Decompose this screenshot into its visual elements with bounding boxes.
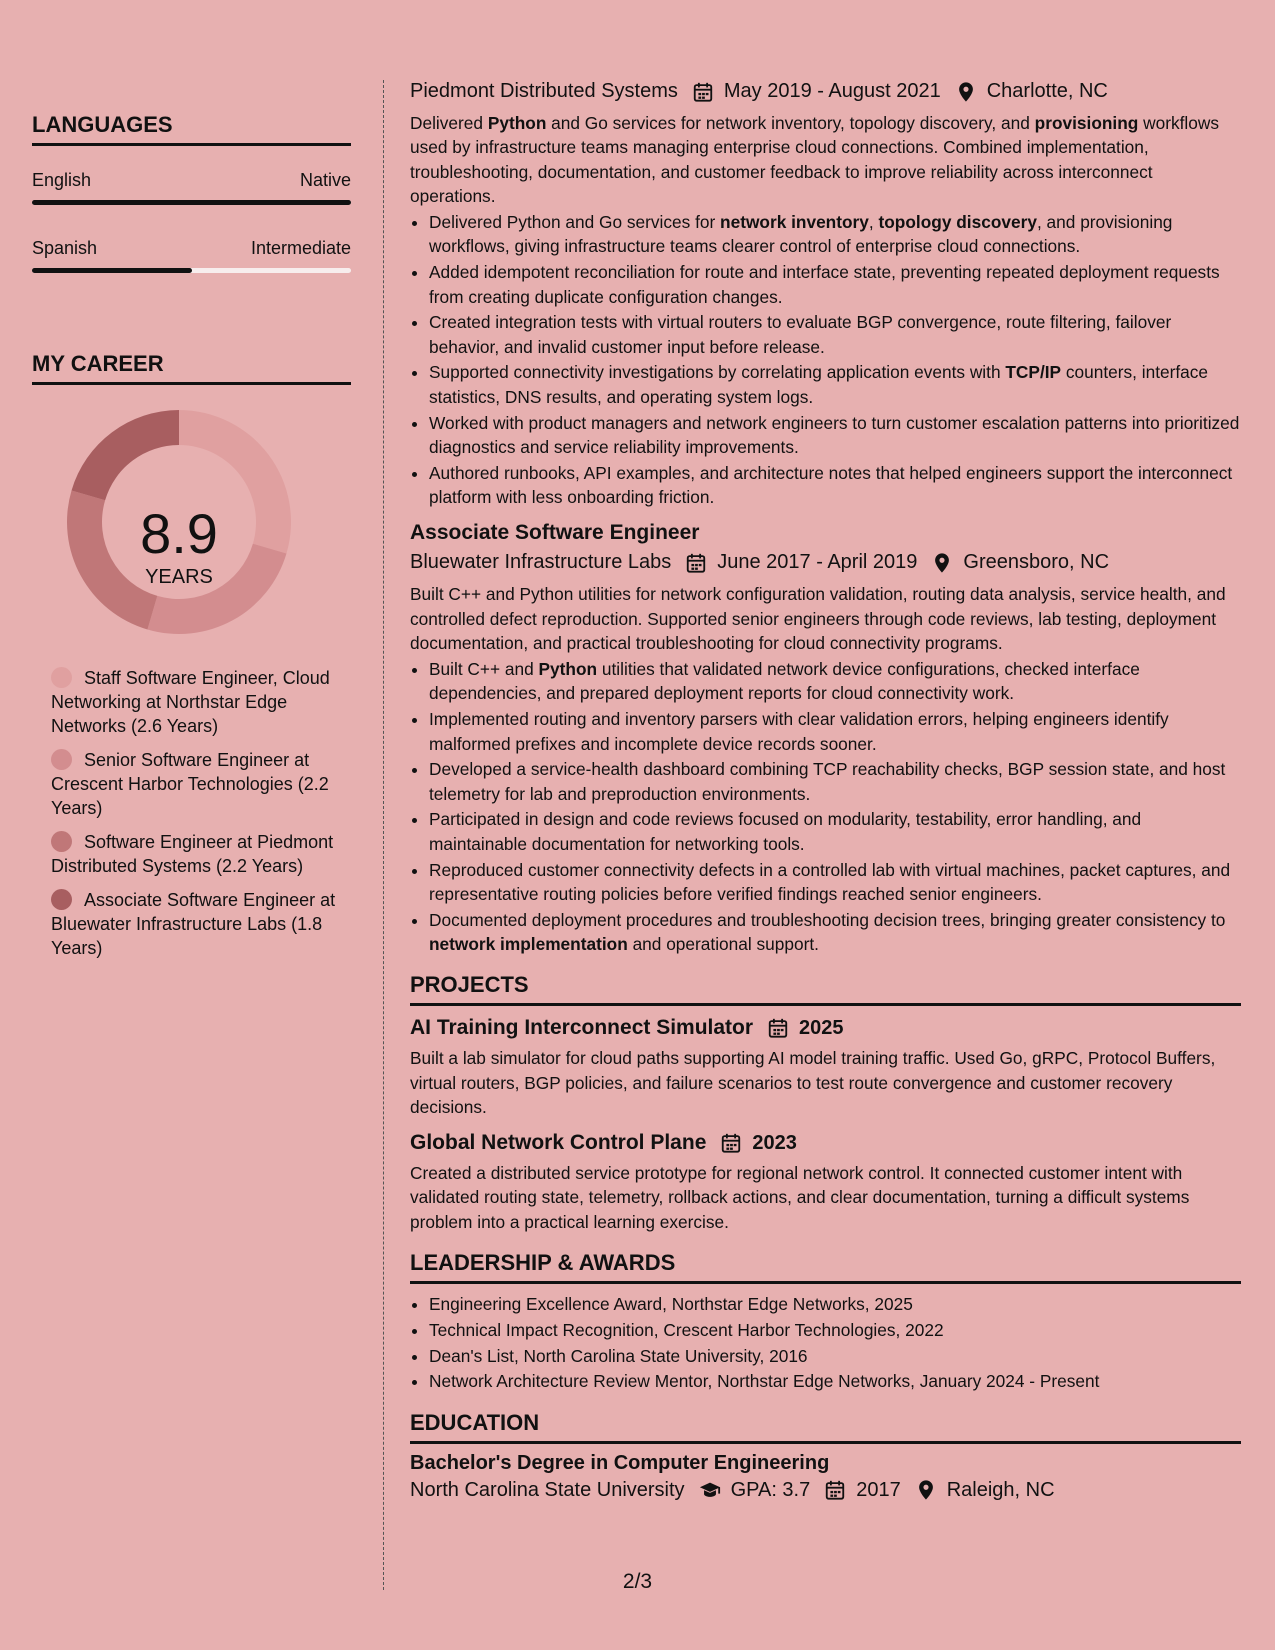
language-proficiency-fill — [32, 268, 192, 273]
map-pin-icon — [955, 81, 977, 103]
job-dates: May 2019 - August 2021 — [723, 80, 941, 102]
map-pin-icon — [915, 1479, 937, 1501]
job-bullet: • Developed a service-health dashboard combining TCP reachability checks, BGP session state, and host telemetry for lab and preproduction environments. — [429, 757, 1241, 806]
awards-list — [410, 1292, 1241, 1394]
career-role: Senior Software Engineer at Crescent Harbor Technologies (2.2 Years) — [51, 750, 329, 818]
job-bullet: • Built C++ and Python utilities that validated network device configurations, checked interface dependencies, and prepared deployment reports for cloud connectivity work. — [429, 657, 1241, 706]
career-legend-item — [51, 830, 351, 878]
calendar-icon — [685, 552, 707, 574]
job-meta — [410, 551, 1241, 574]
page-number: 2/3 — [622, 1570, 653, 1593]
legend-dot — [51, 831, 72, 852]
job-bullets — [410, 657, 1241, 956]
career-role: Staff Software Engineer, Cloud Networking at Northstar Edge Networks (2.6 Years) — [51, 668, 330, 736]
graduation-cap-icon — [699, 1479, 721, 1501]
project-description: Built a lab simulator for cloud paths supporting AI model training traffic. Used Go, gRPC, Protocol Buffers, virtual routers, BGP policies, and failure scenarios to test route convergence and customer recovery decisions. — [410, 1048, 1216, 1117]
education-heading: EDUCATION — [410, 1410, 1241, 1444]
education-degree: Bachelor's Degree in Computer Engineering — [410, 1451, 830, 1474]
job-bullet: • Documented deployment procedures and troubleshooting decision trees, bringing greater consistency to network implementation and operational support. — [429, 908, 1241, 957]
education-year: 2017 — [856, 1478, 901, 1501]
career-heading: MY CAREER — [32, 351, 351, 385]
job-bullet: • Reproduced customer connectivity defects in a controlled lab with virtual machines, packet captures, and representative routing policies before verified findings reached senior engineers. — [429, 858, 1241, 907]
job-bullet: • Participated in design and code reviews focused on modularity, testability, error handling, and maintainable documentation for networking tools. — [429, 807, 1241, 856]
project-year: 2025 — [799, 1016, 844, 1039]
award-item: • Technical Impact Recognition, Crescent Harbor Technologies, 2022 — [429, 1318, 1241, 1342]
job-meta — [410, 80, 1241, 103]
legend-dot — [51, 889, 72, 910]
job-summary: Built C++ and Python utilities for network configuration validation, routing data analysis, service health, and controlled defect reproduction. Supported senior engineers through code reviews, lab testing, deployment documentation, and practical troubleshooting for cloud connectivity programs. — [410, 584, 1226, 653]
calendar-icon — [767, 1017, 789, 1039]
project-header — [410, 1131, 1241, 1155]
legend-dot — [51, 749, 72, 770]
job-company: Bluewater Infrastructure Labs — [410, 551, 672, 574]
sidebar — [32, 0, 351, 970]
job-dates: June 2017 - April 2019 — [717, 551, 918, 574]
language-proficiency-bar — [32, 268, 351, 273]
awards-heading: LEADERSHIP & AWARDS — [410, 1250, 1241, 1284]
career-total-unit: YEARS — [145, 566, 213, 588]
job-location: Greensboro, NC — [963, 551, 1110, 574]
career-role: Associate Software Engineer at Bluewater Infrastructure Labs (1.8 Years) — [51, 890, 336, 958]
project-name: AI Training Interconnect Simulator — [410, 1016, 754, 1040]
job-location: Charlotte, NC — [986, 80, 1108, 102]
job-bullet: • Worked with product managers and network engineers to turn customer escalation patterns into prioritized diagnostics and service reliability improvements. — [429, 411, 1241, 460]
calendar-icon — [720, 1132, 742, 1154]
career-role: Software Engineer at Piedmont Distributed Systems (2.2 Years) — [51, 832, 334, 876]
award-item: • Network Architecture Review Mentor, Northstar Edge Networks, January 2024 - Present — [429, 1369, 1241, 1393]
education-school: North Carolina State University — [410, 1478, 685, 1501]
award-item: • Engineering Excellence Award, Northstar Edge Networks, 2025 — [429, 1292, 1241, 1316]
job-company: Piedmont Distributed Systems — [410, 80, 678, 102]
job-bullet: • Authored runbooks, API examples, and architecture notes that helped engineers support the interconnect platform with less onboarding friction. — [429, 461, 1241, 510]
main-content — [410, 0, 1241, 1502]
calendar-icon — [692, 81, 714, 103]
languages-heading: LANGUAGES — [32, 112, 351, 146]
education-gpa: GPA: 3.7 — [730, 1478, 811, 1501]
language-item — [32, 238, 351, 273]
education-meta — [410, 1479, 1241, 1502]
projects-heading: PROJECTS — [410, 972, 1241, 1006]
career-legend-item — [51, 666, 351, 738]
job-summary: Delivered Python and Go services for network inventory, topology discovery, and provisioning workflows used by infrastructure teams managing enterprise cloud connections. Combined implementation, troubleshooting, documentation, and customer feedback to improve reliability across interconnect operations. — [410, 113, 1220, 206]
job-bullet: • Implemented routing and inventory parsers with clear validation errors, helping engineers identify malformed prefixes and incomplete device records sooner. — [429, 707, 1241, 756]
language-level: Native — [299, 170, 351, 190]
job-bullet: • Added idempotent reconciliation for route and interface state, preventing repeated deployment requests from creating duplicate configuration changes. — [429, 260, 1241, 309]
job-bullet: • Delivered Python and Go services for network inventory, topology discovery, and provisioning workflows, giving infrastructure teams clearer control of enterprise cloud connections. — [429, 210, 1241, 259]
project-header — [410, 1016, 1241, 1040]
career-legend-item — [51, 888, 351, 960]
map-pin-icon — [931, 552, 953, 574]
language-item — [32, 170, 351, 205]
project-description: Created a distributed service prototype for regional network control. It connected customer intent with validated routing state, telemetry, rollback actions, and clear documentation, turning a difficult systems problem into a practical learning exercise. — [410, 1163, 1190, 1232]
career-legend-item — [51, 748, 351, 820]
calendar-icon — [824, 1479, 846, 1501]
career-total-years: 8.9 — [140, 502, 218, 565]
career-donut-segment — [72, 410, 179, 500]
award-item: • Dean's List, North Carolina State University, 2016 — [429, 1344, 1241, 1368]
language-proficiency-fill — [32, 200, 351, 205]
language-level: Intermediate — [250, 238, 351, 258]
job-bullets — [410, 210, 1241, 509]
job-bullet: • Created integration tests with virtual routers to evaluate BGP convergence, route filtering, failover behavior, and invalid customer input before release. — [429, 310, 1241, 359]
education-location: Raleigh, NC — [946, 1478, 1055, 1501]
language-name: Spanish — [32, 238, 98, 258]
language-name: English — [32, 170, 92, 190]
job-title: Associate Software Engineer — [410, 521, 700, 545]
job-bullet: • Supported connectivity investigations by correlating application events with TCP/IP counters, interface statistics, DNS results, and operating system logs. — [429, 360, 1241, 409]
language-proficiency-bar — [32, 200, 351, 205]
legend-dot — [51, 667, 72, 688]
project-name: Global Network Control Plane — [410, 1131, 707, 1155]
project-year: 2023 — [752, 1131, 797, 1154]
career-legend — [32, 666, 351, 960]
career-donut-chart — [32, 397, 351, 652]
column-divider — [383, 80, 384, 1590]
